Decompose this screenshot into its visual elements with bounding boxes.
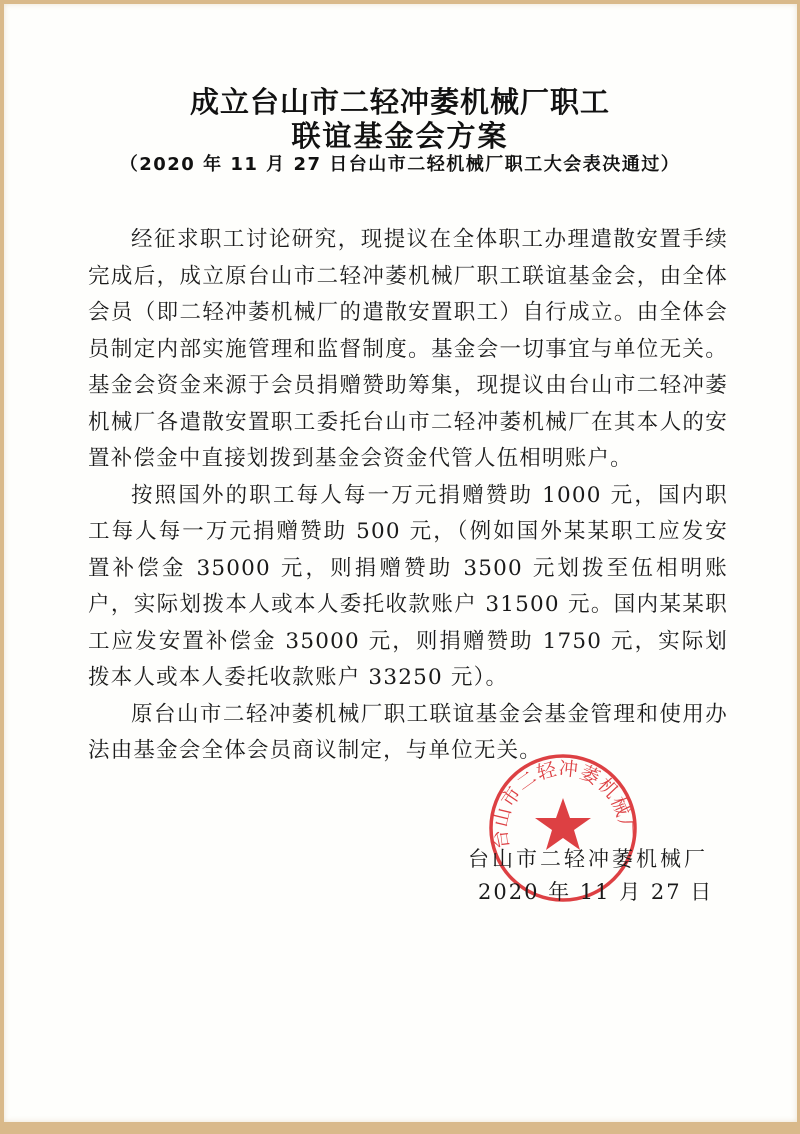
document-title-line2: 联谊基金会方案 [291,119,509,153]
paragraph-3: 原台山市二轻冲萎机械厂职工联谊基金会基金管理和使用办法由基金会全体会员商议制定，与单位无关。 [88,701,728,763]
paragraph-2: 按照国外的职工每人每一万元捐赠赞助 1000 元，国内职工每人每一万元捐赠赞助 500 元，（例如国外某某职工应发安置补偿金 35000 元，则捐赠赞助 3500 元划拨至伍相明账户，实际划拨本人或本人委托收款账户 31500 元。国内某某职工应发安置补偿金 35000 元，则捐赠赞助 1750 元，实际划拨本人或本人委托收款账户 33250 元）。 [88,482,728,690]
stamp-arc-text: 台山市二轻冲萎机械厂 [489,757,637,851]
document-subtitle: （2020 年 11 月 27 日台山市二轻机械厂职工大会表决通过） [119,154,681,175]
signature-organization: 台山市二轻冲萎机械厂 [468,847,708,871]
signature-date: 2020 年 11 月 27 日 [478,880,714,904]
document-title-line1: 成立台山市二轻冲萎机械厂职工 [189,85,610,119]
paragraph-1: 经征求职工讨论研究，现提议在全体职工办理遣散安置手续完成后，成立原台山市二轻冲萎机械厂职工联谊基金会，由全体会员（即二轻冲萎机械厂的遣散安置职工）自行成立。由全体会员制定内部实施管理和监督制度。基金会一切事宜与单位无关。基金会资金来源于会员捐赠赞助筹集，现提议由台山市二轻冲萎机械厂各遣散安置职工委托台山市二轻冲萎机械厂在其本人的安置补偿金中直接划拨到基金会资金代管人伍相明账户。 [88,227,728,471]
document-body [88,222,728,770]
